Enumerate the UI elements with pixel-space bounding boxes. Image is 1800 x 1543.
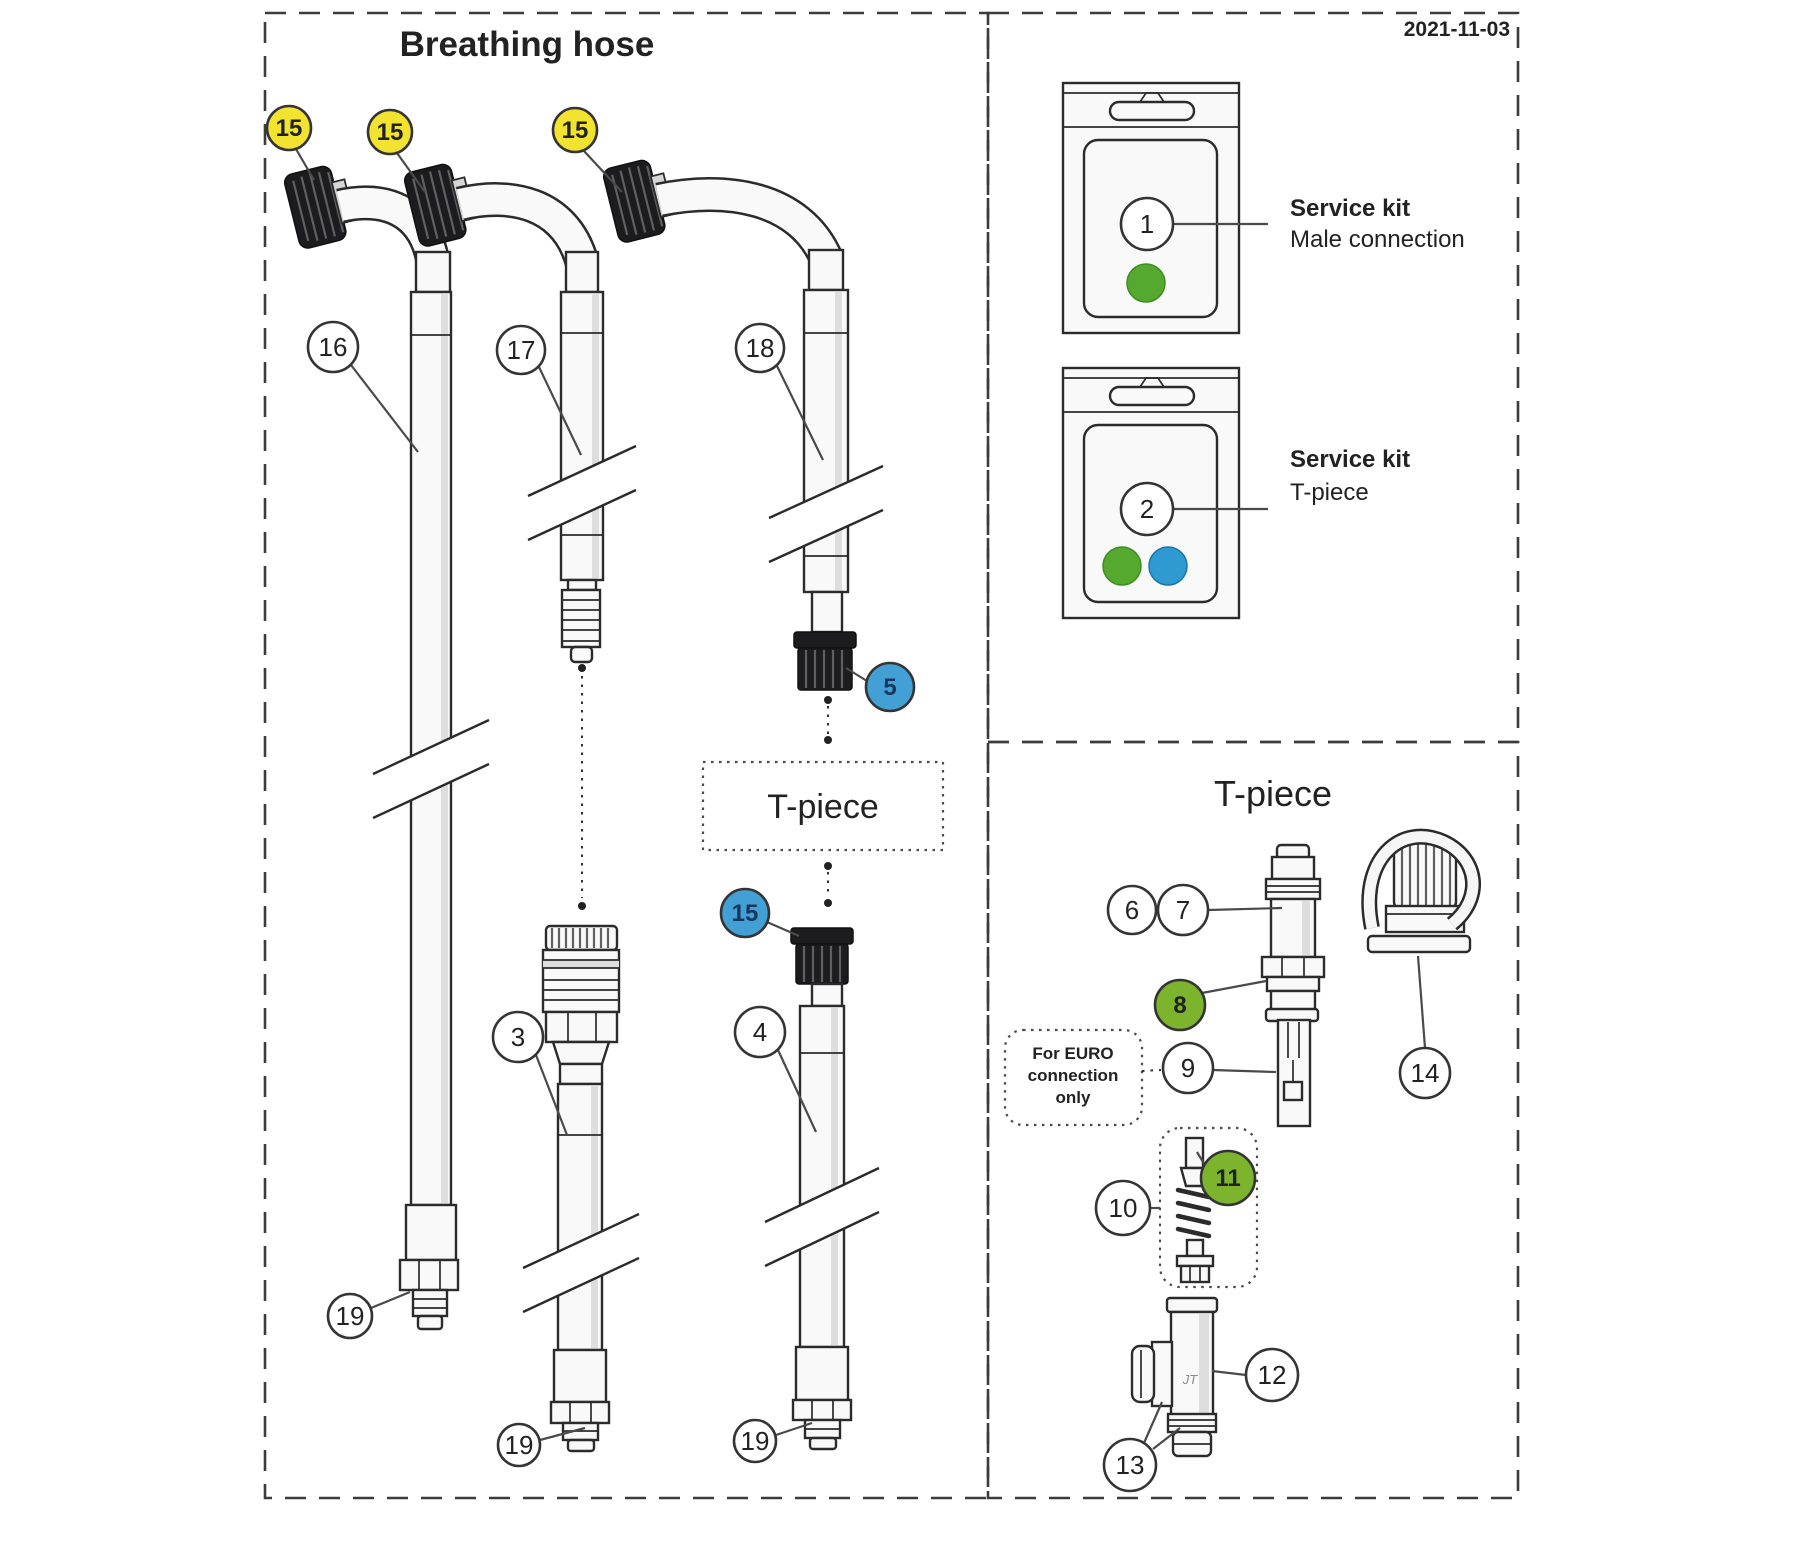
part-15-nut-lower xyxy=(791,928,853,984)
svg-text:9: 9 xyxy=(1180,1053,1196,1083)
part-14-plug xyxy=(1368,837,1473,952)
svg-text:4: 4 xyxy=(752,1017,768,1047)
callout-17 xyxy=(497,326,545,374)
callout-16 xyxy=(308,322,358,372)
svg-text:18: 18 xyxy=(745,333,775,363)
callout-19-mid xyxy=(498,1424,540,1466)
hose-3-connector xyxy=(523,926,639,1451)
svg-text:13: 13 xyxy=(1115,1450,1145,1480)
t-piece-label-box xyxy=(703,762,943,850)
svg-text:11: 11 xyxy=(1215,1165,1241,1192)
service-kit-package-1 xyxy=(1063,83,1465,333)
callout-6 xyxy=(1108,886,1156,934)
callout-9 xyxy=(1163,1043,1213,1093)
callout-14 xyxy=(1400,1048,1450,1098)
callout-12 xyxy=(1246,1349,1298,1401)
callout-19-left xyxy=(328,1294,372,1338)
t-piece-label: T-piece xyxy=(767,788,879,826)
svg-text:15: 15 xyxy=(275,115,303,142)
svg-text:8: 8 xyxy=(1173,992,1187,1019)
callout-15-yellow-left xyxy=(267,106,311,150)
service-kit-2-number: 2 xyxy=(1139,494,1155,524)
service-kit-2-subtitle: T-piece xyxy=(1290,479,1369,506)
assembly-dotted-line-box-to-15 xyxy=(824,862,832,907)
revision-date: 2021-11-03 xyxy=(1403,18,1510,41)
svg-text:3: 3 xyxy=(510,1022,526,1052)
callout-15-blue xyxy=(721,889,769,937)
svg-text:17: 17 xyxy=(506,335,536,365)
callout-11-green xyxy=(1201,1151,1255,1205)
euro-note-line-3: only xyxy=(1055,1088,1091,1107)
service-kit-2-title: Service kit xyxy=(1290,446,1411,473)
svg-text:16: 16 xyxy=(318,332,348,362)
callout-8-green xyxy=(1155,980,1205,1030)
assembly-dotted-line-5-to-box xyxy=(824,696,832,744)
blue-dot-icon xyxy=(1149,547,1187,585)
svg-text:15: 15 xyxy=(731,900,759,927)
euro-note-line-1: For EURO xyxy=(1032,1044,1114,1063)
euro-note-line-2: connection xyxy=(1027,1066,1119,1085)
svg-text:19: 19 xyxy=(504,1430,534,1460)
callout-19-right xyxy=(734,1420,776,1462)
svg-text:14: 14 xyxy=(1410,1058,1440,1088)
svg-text:15: 15 xyxy=(376,119,404,146)
svg-text:5: 5 xyxy=(883,674,897,701)
part-10-valve-kit-box xyxy=(1160,1128,1257,1287)
svg-text:10: 10 xyxy=(1108,1193,1138,1223)
euro-note-box xyxy=(1005,1030,1161,1125)
service-kit-1-subtitle: Male connection xyxy=(1290,226,1465,253)
svg-text:19: 19 xyxy=(740,1426,770,1456)
svg-text:12: 12 xyxy=(1257,1360,1287,1390)
callout-7 xyxy=(1158,885,1208,935)
svg-text:6: 6 xyxy=(1124,895,1140,925)
callout-3 xyxy=(493,1012,543,1062)
callout-15-yellow-mid xyxy=(368,110,412,154)
callout-10 xyxy=(1096,1181,1150,1235)
assembly-dotted-line-17-to-3 xyxy=(578,664,586,910)
t-piece-section-title: T-piece xyxy=(1213,773,1333,814)
hose-18 xyxy=(602,156,883,632)
svg-text:15: 15 xyxy=(561,117,589,144)
service-kit-package-2 xyxy=(1063,368,1410,618)
callout-18 xyxy=(736,324,784,372)
green-dot-icon xyxy=(1103,547,1141,585)
callout-15-yellow-right xyxy=(553,108,597,152)
svg-text:19: 19 xyxy=(335,1301,365,1331)
part-6-7-male-plug xyxy=(1262,845,1324,1021)
part-9-euro-adapter xyxy=(1278,1020,1310,1126)
green-dot-icon xyxy=(1127,264,1165,302)
hose-4 xyxy=(765,984,879,1449)
part-5-nut xyxy=(794,632,856,690)
callout-5-blue xyxy=(866,663,914,711)
callout-4 xyxy=(735,1007,785,1057)
breathing-hose-title: Breathing hose xyxy=(399,25,655,64)
hang-hole-icon xyxy=(1110,102,1194,120)
hang-hole-icon xyxy=(1110,387,1194,405)
manufacturer-logo: JT xyxy=(1182,1372,1198,1387)
service-kit-1-title: Service kit xyxy=(1290,195,1411,222)
svg-text:7: 7 xyxy=(1175,895,1191,925)
service-kit-1-number: 1 xyxy=(1139,209,1155,239)
callout-13 xyxy=(1104,1439,1156,1491)
